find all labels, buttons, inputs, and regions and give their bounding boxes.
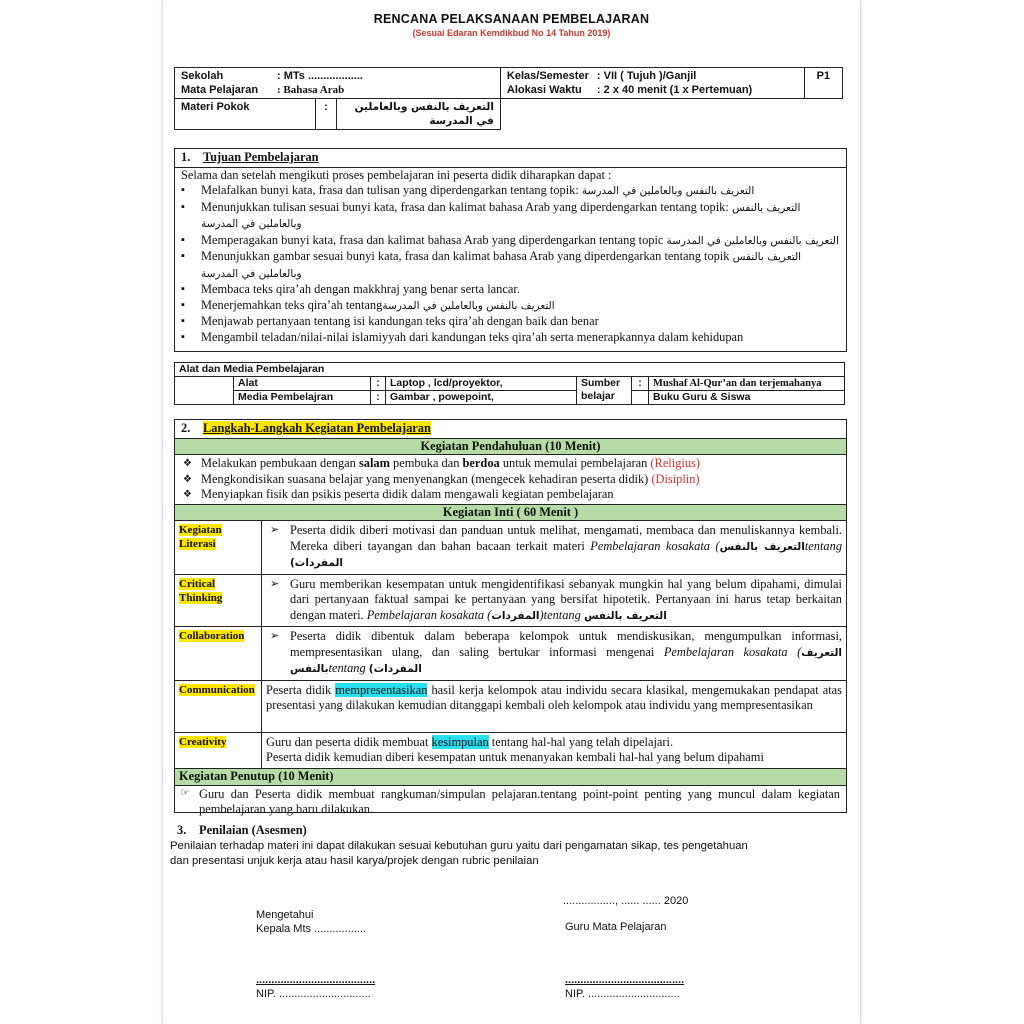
mengetahui-label: Mengetahui <box>256 909 314 921</box>
table-row <box>175 627 846 681</box>
langkah-heading <box>175 420 846 438</box>
signature-left <box>256 908 366 936</box>
materi-row <box>175 99 501 130</box>
document-title: RENCANA PELAKSANAAN PEMBELAJARAN <box>373 12 650 26</box>
langkah-title: Langkah-Langkah Kegiatan Pembelajaran <box>203 421 431 435</box>
penilaian-number: 3. <box>177 823 187 837</box>
list-item: ▪ Menunjukkan gambar sesuai bunyi kata, frasa dan kalimat bahasa Arab yang diperdengarkan tentang topik التعريف بالنفس وبالعاملين في المدرسة <box>181 249 840 282</box>
sumber-value-2: Buku Guru & Siswa <box>653 391 751 403</box>
mapel-label: Mata Pelajaran <box>181 84 259 96</box>
pendahuluan-title: Kegiatan Pendahuluan (10 Menit) <box>175 438 846 456</box>
pointing-hand-icon: ☞ <box>180 786 190 799</box>
tujuan-list <box>175 183 846 345</box>
penilaian-line-1: Penilaian terhadap materi ini dapat dilakukan sesuai kebutuhan guru yaitu dari pengamatan sikap, tes pengetahuan <box>170 840 748 852</box>
list-item: ▪ Menjawab pertanyaan tentang isi kandungan teks qira’ah dengan baik dan benar <box>181 314 840 330</box>
sumber-sep: : <box>632 377 649 391</box>
penutup-text: ☞ Guru dan Peserta didik membuat rangkuman/simpulan pelajaran.tentang point-point penting yang muncul dalam kegiatan pembelajaran yang baru dilakukan. <box>180 786 840 816</box>
list-item: ▪ Membaca teks qira’ah dengan makkhraj yang benar serta lancar. <box>181 282 840 298</box>
media-value: Gambar , powepoint, <box>386 391 577 405</box>
list-item: ▪ Mengambil teladan/nilai-nilai islamiyyah dari kandungan teks qira’ah serta menerapkannya dalam kehidupan <box>181 330 840 346</box>
langkah-section <box>174 419 847 816</box>
creativity-label: Creativity <box>179 735 227 748</box>
table-row <box>175 521 846 574</box>
guru-label: Guru Mata Pelajaran <box>565 921 667 933</box>
tujuan-title: Tujuan Pembelajaran <box>203 150 319 164</box>
pendahuluan-list <box>175 455 846 504</box>
tujuan-section <box>174 148 847 352</box>
sumber-label: Sumber belajar <box>577 377 632 405</box>
identity-table <box>174 67 843 130</box>
penilaian-title: Penilaian (Asesmen) <box>199 823 307 837</box>
penilaian-line-2: dan presentasi unjuk kerja atau hasil karya/projek dengan rubric penilaian <box>170 855 539 867</box>
list-item: ▪ Menerjemahkan teks qira’ah tentangالتعريف بالنفس وبالعاملين في المدرسة <box>181 298 840 315</box>
alat-value: Laptop , lcd/proyektor, <box>386 377 577 391</box>
tujuan-number: 1. <box>181 150 191 164</box>
table-row <box>175 732 846 768</box>
literasi-text: ➢ Peserta didik diberi motivasi dan panduan untuk melihat, mengamati, membaca dan menuliskannya kembali. Mereka diberi tayangan dan bahan bacaan terkait materi Pembelajaran kosakata (التعريف بالنفسtentang المفردات) <box>266 523 842 572</box>
plan-code: P1 <box>804 68 842 99</box>
table-row <box>175 680 846 732</box>
table-row <box>175 574 846 627</box>
creativity-text: Guru dan peserta didik membuat kesimpulan tentang hal-hal yang telah dipelajari. Peserta didik kemudian diberi kesempatan untuk menanyakan kembali hal-hal yang belum dipahami <box>262 732 847 768</box>
communication-text: Peserta didik mempresentasikan hasil kerja kelompok atau individu secara klasikal, mengemukakan pendapat atas presentasi yang dilakukan kemudian ditanggapi kembali oleh kelompok atau individu yang mempresentasikan <box>262 680 847 732</box>
alat-label: Alat <box>234 377 371 391</box>
list-item: ▪ Menunjukkan tulisan sesuai bunyi kata, frasa dan kalimat bahasa Arab yang diperdengarkan tentang topik: التعريف بالنفس وبالعاملين في المدرسة <box>181 200 840 233</box>
collaboration-label: Collaboration <box>179 630 245 642</box>
signature-line-left: ....................................... <box>256 974 376 986</box>
tujuan-heading <box>175 149 846 168</box>
tujuan-intro: Selama dan setelah mengikuti proses pembelajaran ini peserta didik diharapkan dapat : <box>181 167 612 182</box>
materi-label: Materi Pokok <box>175 99 316 129</box>
mapel-value: : Bahasa Arab <box>277 84 345 96</box>
literasi-label: Kegiatan Literasi <box>179 524 222 550</box>
list-item: ▪ Memperagakan bunyi kata, frasa dan kalimat bahasa Arab yang diperdengarkan tentang topic التعريف بالنفس وبالعاملين في المدرسة <box>181 233 840 250</box>
signature-line-right: ....................................... <box>565 974 685 986</box>
penilaian-heading <box>177 823 307 838</box>
alokasi-label: Alokasi Waktu <box>506 84 582 96</box>
collaboration-text: ➢ Peserta didik dibentuk dalam beberapa kelompok untuk mendiskusikan, mengumpulkan informasi, mempresentasikan ulang, dan saling bertukar informasi mengenai Pembelajaran kosakata (التعريف بالنفسtentang المفردات) <box>266 629 842 678</box>
alokasi-value: : 2 x 40 menit (1 x Pertemuan) <box>596 84 753 96</box>
kelas-label: Kelas/Semester <box>506 70 589 82</box>
inti-title: Kegiatan Inti ( 60 Menit ) <box>175 504 846 522</box>
critical-label: Critical Thinking <box>179 577 223 604</box>
list-item: ❖ Melakukan pembukaan dengan salam pembuka dan berdoa untuk memulai pembelajaran (Religius) <box>179 456 842 472</box>
sumber-value-1: Mushaf Al-Qur’an dan terjemahanya <box>649 377 845 391</box>
materi-sep: : <box>316 99 337 129</box>
sekolah-value: : MTs .................. <box>277 70 363 82</box>
langkah-number: 2. <box>181 421 191 435</box>
document-subtitle: (Sesuai Edaran Kemdikbud No 14 Tahun 2019) <box>412 28 611 38</box>
media-label: Media Pembelajran <box>234 391 371 405</box>
signature-date: ................., ...... ...... 2020 <box>563 895 689 907</box>
materi-value: التعريف بالنفس وبالعاملين في المدرسة <box>354 101 494 127</box>
media-sep: : <box>371 391 386 405</box>
kelas-value: : VII ( Tujuh )/Ganjil <box>596 70 697 82</box>
penutup-title: Kegiatan Penutup (10 Menit) <box>175 768 846 786</box>
document-page <box>163 0 860 1024</box>
list-item: ▪ Melafalkan bunyi kata, frasa dan tulisan yang diperdengarkan tentang topik: التعريف بالنفس وبالعاملين في المدرسة <box>181 183 840 200</box>
media-heading: Alat dan Media Pembelajaran <box>175 363 845 377</box>
identity-right <box>500 68 804 99</box>
sekolah-label: Sekolah <box>181 70 224 82</box>
kepala-label: Kepala Mts ................. <box>256 923 367 935</box>
inti-table <box>175 521 846 768</box>
list-item: ❖ Mengkondisikan suasana belajar yang menyenangkan (mengecek kehadiran peserta didik) (Disiplin) <box>179 472 842 488</box>
penilaian-body <box>170 839 748 869</box>
critical-text: ➢ Guru memberikan kesempatan untuk mengidentifikasi sebanyak mungkin hal yang belum dipahami, dimulai dari pertanyaan faktual sampai ke pertanyaan yang bersifat hipotetik. Pertanyaan ini harus tetap berkaitan dengan materi. Pembelajaran kosakata (المفردات)tentang التعريف بالنفس <box>266 577 842 625</box>
media-table <box>174 362 845 405</box>
alat-sep: : <box>371 377 386 391</box>
list-item: ❖ Menyiapkan fisik dan psikis peserta didik dalam mengawali kegiatan pembelajaran <box>179 487 842 503</box>
nip-left: NIP. .............................. <box>256 988 371 1000</box>
nip-right: NIP. .............................. <box>565 988 680 1000</box>
communication-label: Communication <box>179 683 255 696</box>
identity-left <box>175 68 501 99</box>
